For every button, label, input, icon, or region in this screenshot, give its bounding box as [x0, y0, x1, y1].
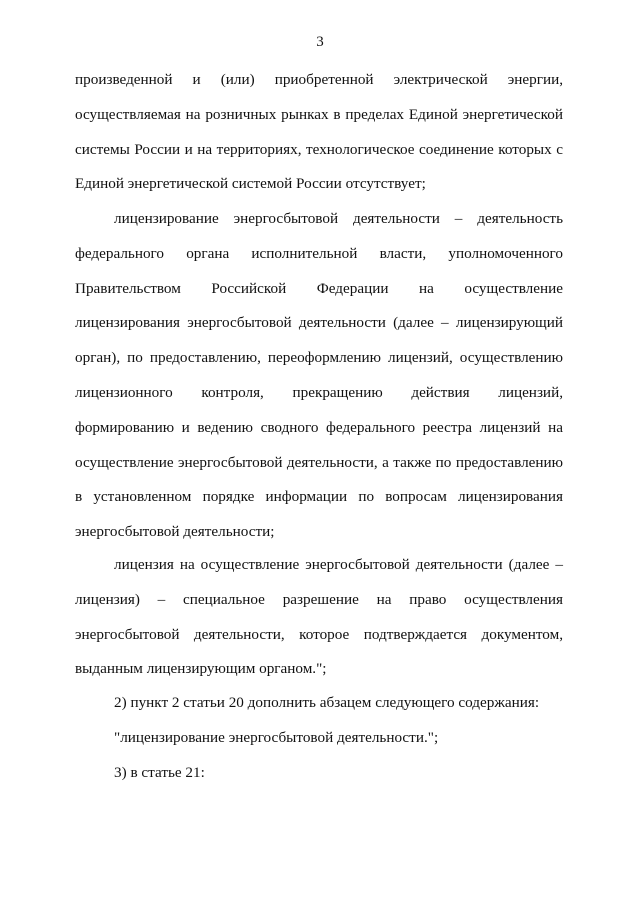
paragraph-licensing-definition: лицензирование энергосбытовой деятельности – деятельность федерального органа исполнительной власти, уполномоченного Правительством Российской Федерации на осуществление лицензирования энергосбытовой деятельности (далее – лицензирующий орган), по предоставлению, переоформлению лицензий, осуществлению лицензионного контроля, прекращению действия лицензий, формированию и ведению сводного федерального реестра лицензий на осуществление энергосбытовой деятельности, а также по предоставлению в установленном порядке информации по вопросам лицензирования энергосбытовой деятельности; — [75, 210, 563, 541]
page-number: 3 — [316, 34, 324, 50]
paragraph-license-definition: лицензия на осуществление энергосбытовой деятельности (далее – лицензия) – специальное разрешение на право осуществления энергосбытовой деятельности, которое подтверждается документом, выданным лицензирующим органом."; — [75, 556, 563, 678]
paragraph-item-2: 2) пункт 2 статьи 20 дополнить абзацем следующего содержания: — [114, 694, 540, 711]
paragraph-quote: "лицензирование энергосбытовой деятельности."; — [114, 729, 439, 746]
paragraph-item-3: 3) в статье 21: — [114, 764, 205, 781]
paragraph-continuation: произведенной и (или) приобретенной электрической энергии, осуществляемая на розничных рынках в пределах Единой энергетической системы России и на территориях, технологическое соединение которых с Единой энергетической системой России отсутствует; — [75, 71, 563, 193]
